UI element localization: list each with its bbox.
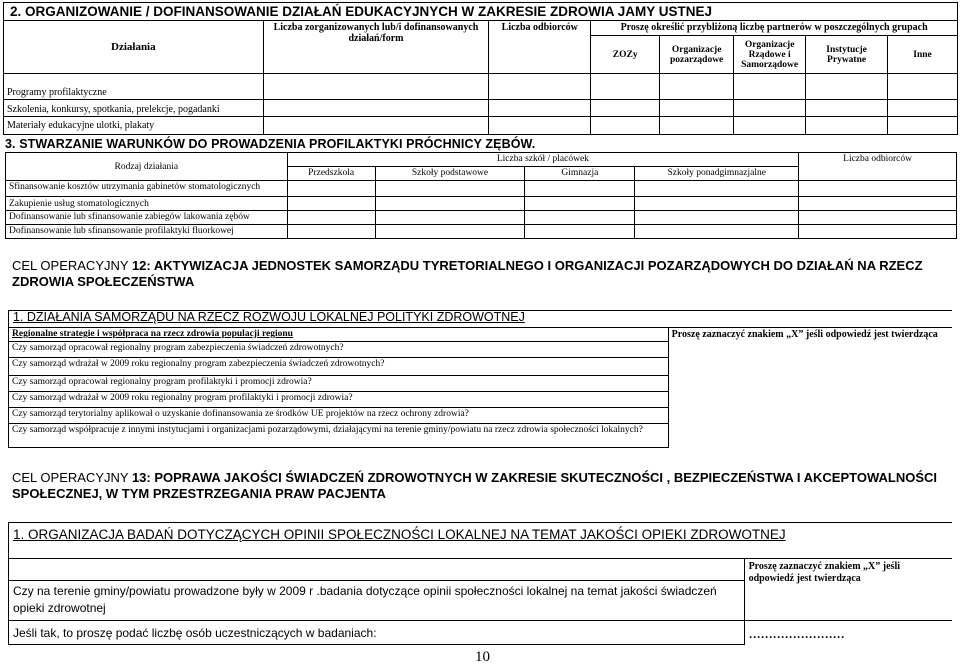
- row-lakowanie: Dofinansowanie lub sfinansowanie zabiegów lakowania zębów: [6, 211, 288, 225]
- table2-instruction: Proszę zaznaczyć znakiem „X” jeśli odpowiedź jest twierdząca: [744, 559, 952, 621]
- cel12-prefix: CEL OPERACYJNY: [12, 258, 132, 273]
- sub-org-rzad: Organizacje Rządowe i Samorządowe: [734, 36, 806, 74]
- cel13-heading: [12, 470, 952, 502]
- cel13-prefix: CEL OPERACYJNY: [12, 470, 132, 485]
- col-partnerzy: Proszę określić przybliżoną liczbę partnerów w poszczególnych grupach: [591, 21, 958, 36]
- row-szkolenia: Szkolenia, konkursy, spotkania, prelekcje, pogadanki: [4, 100, 264, 117]
- sub-org-poz: Organizacje pozarządowe: [660, 36, 734, 74]
- table2-heading-text: 1. ORGANIZACJA BADAŃ DOTYCZĄCYCH OPINII SPOŁECZNOŚCI LOKALNEJ NA TEMAT JAKOŚCI OPIEKI ZDROWOTNEJ: [13, 527, 786, 542]
- table1: [8, 310, 952, 448]
- table1-q3: Czy samorząd opracował regionalny program profilaktyki i promocji zdrowia?: [9, 376, 669, 392]
- col-dzialania: Działania: [4, 21, 264, 74]
- sub-gim: Gimnazja: [525, 167, 635, 181]
- table1-subheading: Regionalne strategie i współpraca na rzecz zdrowia populacji regionu: [9, 328, 669, 342]
- table1-instruction: Proszę zaznaczyć znakiem „X” jeśli odpowiedź jest twierdząca: [668, 328, 952, 448]
- table1-q5: Czy samorząd terytorialny aplikował o uzyskanie dofinansowania ze środków UE projektów na rzecz ochrony zdrowia?: [9, 408, 669, 424]
- section2-table: [3, 2, 958, 135]
- sub-zozy: ZOZy: [591, 36, 660, 74]
- table2-heading: [9, 523, 953, 559]
- table1-q4: Czy samorząd wdrażał w 2009 roku regionalny program profilaktyki i promocji zdrowia?: [9, 392, 669, 408]
- cel12-heading: [12, 258, 952, 290]
- table1-heading: [9, 311, 953, 328]
- row-zakupienie: Zakupienie usług stomatologicznych: [6, 197, 288, 211]
- table1-q6: Czy samorząd współpracuje z innymi instytucjami i organizacjami pozarządowymi, działającymi na terenie gminy/powiatu na rzecz zdrowia społeczności lokalnych?: [9, 424, 669, 448]
- col-liczba-zorg: Liczba zorganizowanych lub/i dofinansowanych działań/form: [263, 21, 489, 74]
- table2-q2: Jeśli tak, to proszę podać liczbę osób uczestniczących w badaniach:: [9, 621, 745, 645]
- sub-przedszkola: Przedszkola: [287, 167, 375, 181]
- row-sfinansowanie: Sfinansowanie kosztów utrzymania gabinetów stomatologicznych: [6, 181, 288, 197]
- section2-title: 2. ORGANIZOWANIE / DOFINANSOWANIE DZIAŁAŃ EDUKACYJNYCH W ZAKRESIE ZDROWIA JAMY USTNEJ: [4, 3, 958, 21]
- row-programy: Programy profilaktyczne: [4, 74, 264, 100]
- table1-q1: Czy samorząd opracował regionalny program zabezpieczenia świadczeń zdrowotnych?: [9, 342, 669, 358]
- table1-q2: Czy samorząd wdrażał w 2009 roku regionalny program zabezpieczenia świadczeń zdrowotnych?: [9, 358, 669, 376]
- cel12-text: 12: AKTYWIZACJA JEDNOSTEK SAMORZĄDU TYRETORIALNEGO I ORGANIZACJI POZARZĄDOWYCH DO DZIAŁAŃ NA RZECZ ZDROWIA SPOŁECZEŃSTWA: [12, 258, 923, 289]
- col-liczba-szkol: Liczba szkół / placówek: [287, 153, 798, 167]
- col-liczba-odb: Liczba odbiorców: [489, 21, 591, 74]
- col-rodzaj: Rodzaj działania: [6, 153, 288, 181]
- section3-title: 3. STWARZANIE WARUNKÓW DO PROWADZENIA PROFILAKTYKI PRÓCHNICY ZĘBÓW.: [5, 137, 536, 151]
- sub-podst: Szkoły podstawowe: [375, 167, 525, 181]
- table2-q1: Czy na terenie gminy/powiatu prowadzone były w 2009 r .badania dotyczące opinii społeczności lokalnej na temat jakości świadczeń opieki zdrowotnej: [9, 581, 745, 621]
- sub-inne: Inne: [888, 36, 958, 74]
- row-fluorkowa: Dofinansowanie lub sfinansowanie profilaktyki fluorkowej: [6, 225, 288, 239]
- table2-dots: ……………………: [744, 621, 952, 645]
- sub-inst: Instytucje Prywatne: [806, 36, 888, 74]
- page-number: 10: [475, 649, 490, 665]
- section3-table: [5, 152, 957, 239]
- sub-ponad: Szkoły ponadgimnazjalne: [635, 167, 799, 181]
- cel13-text: 13: POPRAWA JAKOŚCI ŚWIADCZEŃ ZDROWOTNYCH W ZAKRESIE SKUTECZNOŚCI , BEZPIECZEŃSTWA I AKCEPTOWALNOŚCI SPOŁECZNEJ, W TYM PRZESTRZEGANIA PRAW PACJENTA: [12, 470, 938, 501]
- row-materialy: Materiały edukacyjne ulotki, plakaty: [4, 117, 264, 135]
- table2: [8, 522, 952, 645]
- table1-heading-text: 1. DZIAŁANIA SAMORZĄDU NA RZECZ ROZWOJU LOKALNEJ POLITYKI ZDROWOTNEJ: [13, 310, 525, 324]
- col-odb: Liczba odbiorców: [799, 153, 957, 181]
